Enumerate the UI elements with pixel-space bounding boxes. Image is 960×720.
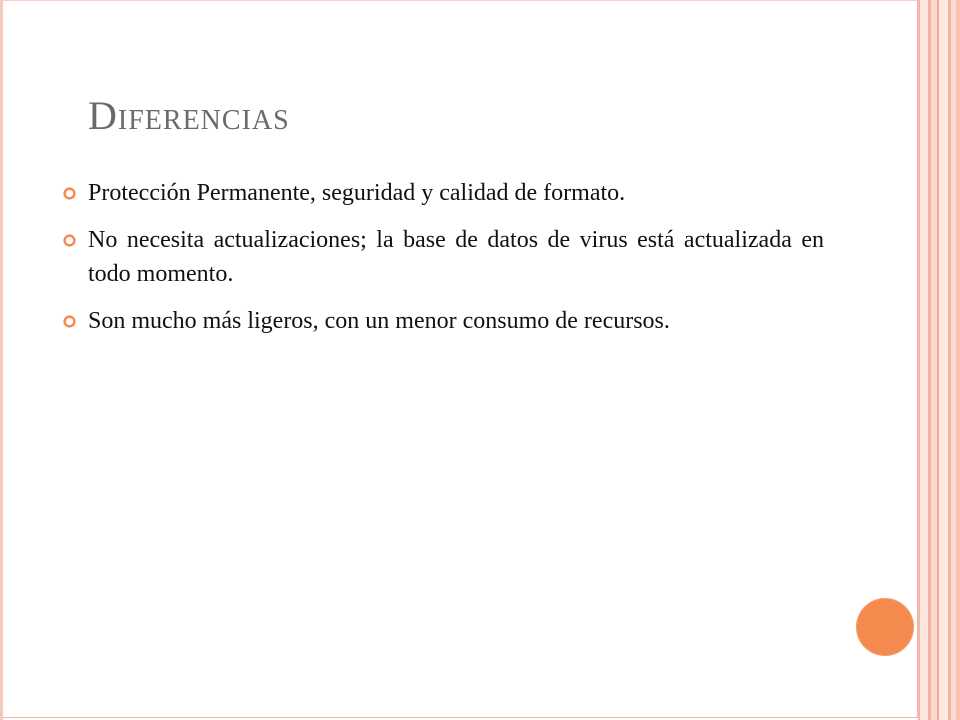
orange-circle-decoration [856, 598, 914, 656]
decorative-stripes [918, 0, 960, 720]
bullet-list [60, 176, 824, 351]
ring-bullet-icon [62, 233, 77, 248]
slide-title: Diferencias [88, 93, 290, 138]
stripe [956, 0, 960, 720]
list-item [60, 304, 824, 338]
ring-bullet-icon [62, 186, 77, 201]
bullet-text: No necesita actualizaciones; la base de datos de virus está actualizada en todo momento. [88, 227, 824, 287]
bullet-text: Son mucho más ligeros, con un menor consumo de recursos. [88, 308, 670, 334]
list-item [60, 176, 824, 210]
ring-bullet-icon [62, 314, 77, 329]
list-item [60, 223, 824, 291]
stripe [939, 0, 948, 720]
stripe [920, 0, 928, 720]
frame-left-edge [0, 0, 3, 720]
bullet-text: Protección Permanente, seguridad y calidad de formato. [88, 180, 626, 206]
